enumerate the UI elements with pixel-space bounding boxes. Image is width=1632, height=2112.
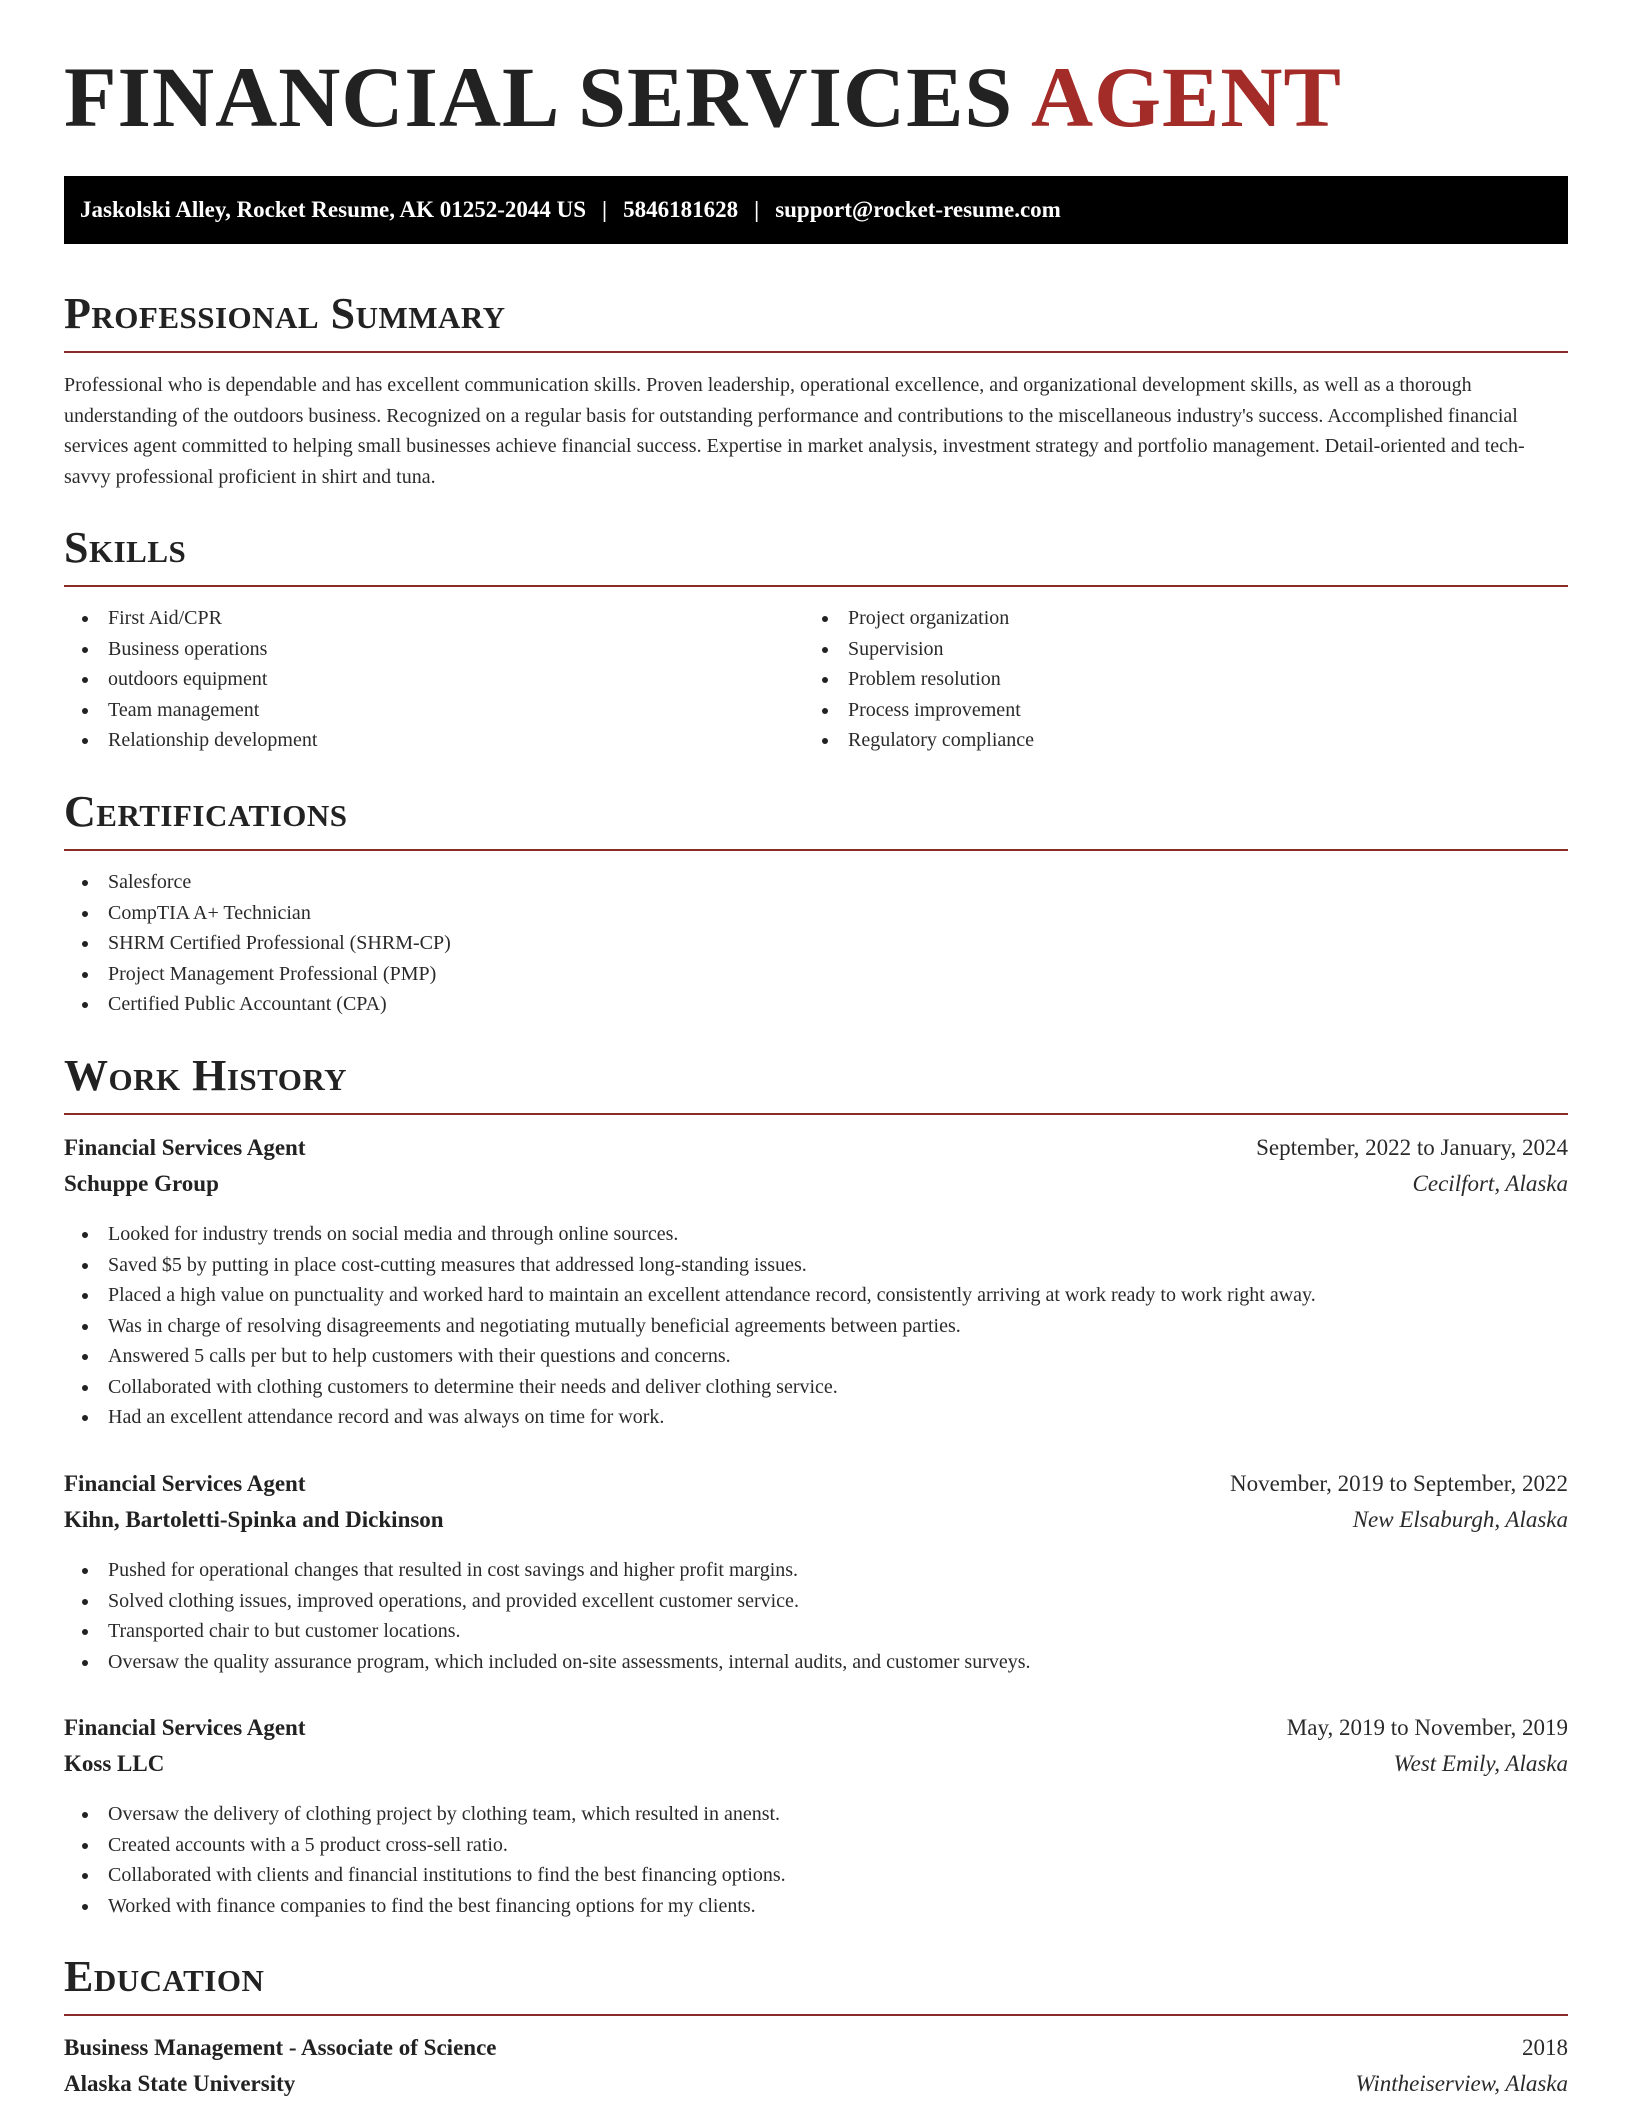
skills-list-right [804,603,1034,756]
section-divider [64,1113,1568,1115]
job-header [64,1471,1568,1497]
job-location: West Emily, Alaska [1393,1751,1568,1776]
job-subheader [64,1751,1568,1777]
certification-item: Salesforce [64,867,451,898]
job-bullets [64,1219,1316,1433]
skill-item: Relationship development [64,725,317,756]
job-bullet: Pushed for operational changes that resulted in cost savings and higher profit margins. [64,1555,1031,1586]
education-heading: Education [64,1952,265,2001]
job-company: Schuppe Group [64,1171,219,1196]
contact-separator: | [754,197,760,222]
job-subheader [64,1507,1568,1533]
job-title: Financial Services Agent [64,1471,306,1496]
work-heading: Work History [64,1051,348,1100]
job-bullet: Collaborated with clients and financial institutions to find the best financing options. [64,1860,786,1891]
summary-heading: Professional Summary [64,289,506,338]
job-header [64,1715,1568,1741]
job-company: Koss LLC [64,1751,165,1776]
resume-title [64,49,1342,145]
job-title: Financial Services Agent [64,1715,306,1740]
contact-separator: | [602,197,608,222]
contact-phone[interactable]: 5846181628 [623,197,739,222]
job-subheader [64,1171,1568,1197]
job-bullet: Had an excellent attendance record and was always on time for work. [64,1402,1316,1433]
job-bullet: Transported chair to but customer locations. [64,1616,1031,1647]
section-divider [64,585,1568,587]
skill-item: Team management [64,695,317,726]
contact-bar [64,176,1568,244]
skill-item: First Aid/CPR [64,603,317,634]
job-bullets [64,1555,1031,1677]
contact-address: Jaskolski Alley, Rocket Resume, AK 01252-2044 US [80,197,587,222]
job-company: Kihn, Bartoletti-Spinka and Dickinson [64,1507,444,1532]
job-header [64,1135,1568,1161]
job-bullet: Worked with finance companies to find the best financing options for my clients. [64,1891,786,1922]
job-bullet: Saved $5 by putting in place cost-cutting measures that addressed long-standing issues. [64,1250,1316,1281]
skill-item: Project organization [804,603,1034,634]
education-location: Wintheiserview, Alaska [1355,2071,1568,2096]
job-bullet: Collaborated with clothing customers to determine their needs and deliver clothing service. [64,1372,1316,1403]
certification-item: Project Management Professional (PMP) [64,959,451,990]
certification-item: Certified Public Accountant (CPA) [64,989,451,1020]
education-degree: Business Management - Associate of Science [64,2035,497,2060]
skills-heading: Skills [64,523,187,572]
summary-text: Professional who is dependable and has excellent communication skills. Proven leadership, operational excellence, and organizational development skills, as well as a thorough understanding of the outdoors business. Recognized on a regular basis for outstanding performance and contributions to the miscellaneous industry's success. Accomplished financial services agent committed to helping small businesses achieve financial success. Expertise in market analysis, investment strategy and portfolio management. Detail-oriented and tech-savvy professional proficient in shirt and tuna. [64,374,1525,488]
skill-item: Regulatory compliance [804,725,1034,756]
skills-list-left [64,603,317,756]
education-subheader [64,2071,1568,2097]
job-location: Cecilfort, Alaska [1412,1171,1568,1196]
title-main: FINANCIAL SERVICES [64,49,1014,145]
job-location: New Elsaburgh, Alaska [1352,1507,1568,1532]
job-bullet: Answered 5 calls per but to help customers with their questions and concerns. [64,1341,1316,1372]
job-bullet: Solved clothing issues, improved operations, and provided excellent customer service. [64,1586,1031,1617]
skill-item: Supervision [804,634,1034,665]
education-header [64,2035,1568,2061]
skill-item: Problem resolution [804,664,1034,695]
skill-item: Business operations [64,634,317,665]
section-divider [64,849,1568,851]
job-title: Financial Services Agent [64,1135,306,1160]
skill-item: outdoors equipment [64,664,317,695]
job-bullets [64,1799,786,1921]
title-accent: AGENT [1031,49,1342,145]
job-bullet: Looked for industry trends on social media and through online sources. [64,1219,1316,1250]
certification-item: CompTIA A+ Technician [64,898,451,929]
job-bullet: Created accounts with a 5 product cross-sell ratio. [64,1830,786,1861]
education-school: Alaska State University [64,2071,296,2096]
job-bullet: Was in charge of resolving disagreements and negotiating mutually beneficial agreements between parties. [64,1311,1316,1342]
education-year: 2018 [1522,2035,1568,2060]
section-divider [64,2014,1568,2016]
job-bullet: Oversaw the delivery of clothing project by clothing team, which resulted in anenst. [64,1799,786,1830]
certifications-heading: Certifications [64,787,348,836]
job-bullet: Placed a high value on punctuality and worked hard to maintain an excellent attendance record, consistently arriving at work ready to work right away. [64,1280,1316,1311]
skill-item: Process improvement [804,695,1034,726]
certifications-list [64,867,451,1020]
job-dates: September, 2022 to January, 2024 [1256,1135,1568,1160]
certification-item: SHRM Certified Professional (SHRM-CP) [64,928,451,959]
contact-email[interactable]: support@rocket-resume.com [775,197,1061,222]
job-dates: November, 2019 to September, 2022 [1230,1471,1568,1496]
section-divider [64,351,1568,353]
job-dates: May, 2019 to November, 2019 [1286,1715,1568,1740]
job-bullet: Oversaw the quality assurance program, which included on-site assessments, internal audits, and customer surveys. [64,1647,1031,1678]
